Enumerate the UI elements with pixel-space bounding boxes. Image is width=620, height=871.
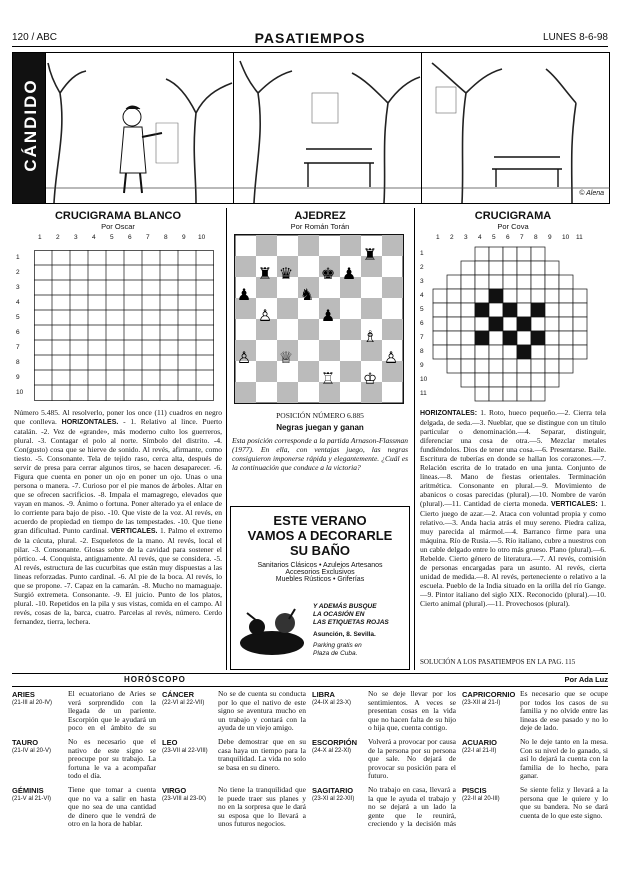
- col-number: 8: [164, 234, 168, 241]
- col-number: 4: [92, 234, 96, 241]
- crossword-cell[interactable]: [447, 289, 461, 303]
- advert-line-2: Accesorios Exclusivos: [285, 569, 355, 576]
- sign-name: SAGITARIO: [312, 786, 354, 795]
- advert-promo: [313, 603, 405, 658]
- sign-name: CÁNCER: [162, 690, 195, 699]
- crossword-cell[interactable]: [433, 331, 447, 345]
- crossword-cell[interactable]: [489, 247, 503, 261]
- crossword-cell[interactable]: [559, 303, 573, 317]
- crossword-cell[interactable]: [461, 359, 475, 373]
- sign-text: No se de cuenta su conducta por lo que el nativo de este signo se aventura mucho en un trabajo y contará con la ayuda de un viejo amigo.: [218, 690, 306, 732]
- ajedrez-title: AJEDREZ: [294, 210, 346, 222]
- sign-dates: (22-II al 20-III): [462, 796, 500, 802]
- crossword-cell[interactable]: [447, 317, 461, 331]
- crossword-cell[interactable]: [503, 331, 517, 345]
- advert-parking-2: Plaza de Cuba.: [313, 650, 358, 657]
- crucigrama-blanco-column: [12, 208, 224, 670]
- ajedrez-author: Por Román Torán: [290, 222, 350, 231]
- sign-name: PISCIS: [462, 786, 487, 795]
- crucigrama-author: Por Cova: [497, 222, 529, 231]
- crossword-cell[interactable]: [545, 359, 559, 373]
- crossword-cell[interactable]: [559, 317, 573, 331]
- chess-square: [235, 256, 256, 277]
- crossword-cell[interactable]: [461, 373, 475, 387]
- sign-dates: (23-XI al 22-XII): [312, 796, 355, 802]
- crossword-cell[interactable]: [503, 275, 517, 289]
- crossword-cell[interactable]: [531, 247, 545, 261]
- crossword-cell[interactable]: [461, 317, 475, 331]
- horoscope-sign: [462, 738, 608, 782]
- crossword-cell[interactable]: [489, 387, 503, 401]
- crucigrama-grid[interactable]: [432, 246, 588, 402]
- horoscope-sign: [312, 738, 456, 782]
- sign-name: CAPRICORNIO: [462, 690, 516, 699]
- row-number: 6: [16, 329, 20, 336]
- row-number: 7: [420, 334, 424, 341]
- crucigrama-col-numbers: [432, 234, 608, 244]
- sign-dates: (21-V al 21-VI): [12, 796, 52, 802]
- verticales-label: VERTICALES:: [550, 501, 598, 508]
- crossword-cell[interactable]: [517, 345, 531, 359]
- crossword-cell[interactable]: [517, 317, 531, 331]
- col-number: 6: [128, 234, 132, 241]
- chess-square: [382, 235, 403, 256]
- crossword-cell[interactable]: [559, 359, 573, 373]
- crossword-cell[interactable]: [489, 317, 503, 331]
- sign-name: ACUARIO: [462, 738, 497, 747]
- row-number: 2: [420, 264, 424, 271]
- crossword-cell[interactable]: [503, 303, 517, 317]
- sign-dates: (23-XII al 21-I): [462, 700, 501, 706]
- chess-piece: ♟: [341, 264, 357, 283]
- row-number: 9: [420, 362, 424, 369]
- chess-piece: ♕: [278, 348, 294, 367]
- chess-piece: ♙: [383, 348, 399, 367]
- crossword-cell[interactable]: [503, 261, 517, 275]
- horoscope-grid: [12, 690, 608, 866]
- crossword-cell[interactable]: [433, 345, 447, 359]
- crossword-cell[interactable]: [475, 359, 489, 373]
- comic-title: CÁNDIDO: [21, 78, 40, 172]
- row-number: 3: [420, 278, 424, 285]
- crossword-cell[interactable]: [503, 359, 517, 373]
- crucigrama-blanco-grid[interactable]: [34, 250, 214, 402]
- crucigrama-blanco-col-numbers: [20, 234, 216, 244]
- row-number: 7: [16, 344, 20, 351]
- crucigrama-blanco-clues: [14, 408, 222, 670]
- sign-name: VIRGO: [162, 786, 187, 795]
- chess-piece: ♙: [257, 306, 273, 325]
- crossword-cell[interactable]: [489, 261, 503, 275]
- crucigrama-title: CRUCIGRAMA: [474, 210, 552, 222]
- crossword-cell[interactable]: [517, 289, 531, 303]
- horoscope-sign: [12, 786, 156, 830]
- sign-dates: (23-VIII al 23-IX): [162, 796, 207, 802]
- crossword-cell[interactable]: [489, 289, 503, 303]
- chess-piece: ♞: [299, 285, 315, 304]
- crossword-cell[interactable]: [545, 289, 559, 303]
- crossword-cell[interactable]: [433, 317, 447, 331]
- crossword-cell[interactable]: [531, 317, 545, 331]
- chess-piece: ♔: [362, 369, 378, 388]
- row-number: 1: [420, 250, 424, 257]
- ajedrez-column: [230, 208, 410, 670]
- horoscope-sign: [312, 690, 456, 734]
- col-number: 9: [548, 234, 552, 241]
- crossword-cell[interactable]: [475, 275, 489, 289]
- advert-promo-3: LAS ETIQUETAS ROJAS: [313, 619, 389, 626]
- crucigrama-column: [418, 208, 608, 670]
- crucigrama-blanco-row-numbers: [16, 252, 26, 432]
- crossword-cell[interactable]: [489, 275, 503, 289]
- chess-square: [256, 361, 277, 382]
- chess-square: [298, 319, 319, 340]
- chess-instruction: Negras juegan y ganan: [276, 423, 364, 432]
- crossword-cell[interactable]: [447, 359, 461, 373]
- crossword-cell[interactable]: [489, 331, 503, 345]
- row-number: 5: [16, 314, 20, 321]
- col-number: 2: [450, 234, 454, 241]
- row-number: 10: [16, 389, 24, 396]
- crossword-cell[interactable]: [489, 303, 503, 317]
- crossword-cell[interactable]: [559, 275, 573, 289]
- col-number: 1: [38, 234, 42, 241]
- advert-headline-3: SU BAÑO: [290, 543, 350, 558]
- sign-dates: (21-IV al 20-V): [12, 748, 52, 754]
- crossword-cell[interactable]: [545, 373, 559, 387]
- crossword-cell[interactable]: [475, 345, 489, 359]
- row-number: 4: [420, 292, 424, 299]
- comic-panel-3: [421, 53, 610, 203]
- advert-line-3: Muebles Rústicos • Griferías: [275, 576, 365, 583]
- crossword-cell[interactable]: [503, 247, 517, 261]
- crossword-cell[interactable]: [503, 345, 517, 359]
- comic-strip: [12, 52, 610, 204]
- horoscope-sign: [162, 690, 306, 734]
- crossword-cell[interactable]: [531, 275, 545, 289]
- row-number: 8: [420, 348, 424, 355]
- horoscope-header: [12, 673, 608, 687]
- col-number: 10: [562, 234, 570, 241]
- crossword-cell[interactable]: [517, 303, 531, 317]
- crossword-cell[interactable]: [531, 359, 545, 373]
- crossword-cell[interactable]: [461, 275, 475, 289]
- crossword-cell[interactable]: [573, 345, 587, 359]
- col-number: 7: [146, 234, 150, 241]
- col-number: 5: [492, 234, 496, 241]
- crucigrama-blanco-title: CRUCIGRAMA BLANCO: [54, 210, 182, 222]
- row-number: 9: [16, 374, 20, 381]
- chess-square: [277, 298, 298, 319]
- crossword-cell[interactable]: [489, 359, 503, 373]
- crossword-cell[interactable]: [573, 289, 587, 303]
- horoscope-sign: [462, 690, 608, 734]
- col-number: 10: [198, 234, 206, 241]
- verticales-clues: 1. Cierto juego de azar.—2. Ataca con voluntad propia y como relativo.—3. Anda hacia atrás el muy sereno. Piedra caliza, muy parecida al mármol.—4. Barranco firme para una máquina. Río de Rusia.—5. Río italiano, cubre a nuestros con un cable delgado entre lo otro más grueso. Plano (plural).—6. Rebelde. Cierto género de literatura.—7. Al revés, comisión de personas encargadas para un asunto. Al revés, cierta unidad de medida.—8. Al revés, perteneciente o relativo a la escuela. Pueblo de la India situado en la orilla del río Gange.—9. Pintor italiano del siglo XIX. Reconocido (plural).—10. Cierto animal (plural).—11. Provechosos (plural).: [420, 499, 606, 608]
- crossword-cell[interactable]: [545, 331, 559, 345]
- crossword-cell[interactable]: [517, 261, 531, 275]
- sign-name: LEO: [162, 738, 178, 747]
- col-number: 11: [576, 234, 583, 241]
- comic-signature: © Alena: [579, 190, 604, 197]
- crossword-cell[interactable]: [531, 345, 545, 359]
- advert-line-1: Sanitarios Clásicos • Azulejos Artesanos: [257, 562, 383, 569]
- sign-text: Volverá a provocar por causa de la persona por su persona que sale. No dejará de provocar su posición para el futuro.: [368, 738, 456, 780]
- crossword-cell[interactable]: [433, 303, 447, 317]
- crossword-cell[interactable]: [475, 331, 489, 345]
- crossword-cell[interactable]: [517, 275, 531, 289]
- sign-text: No es necesario que el nativo de este signo se preocupe por su trabajo. La fortuna le va a acompañar todo el día.: [68, 738, 156, 780]
- crossword-cell[interactable]: [461, 289, 475, 303]
- solution-note: SOLUCIÓN A LOS PASATIEMPOS EN LA PAG. 115: [420, 658, 576, 666]
- sign-dates: (22-I al 21-II): [462, 748, 497, 754]
- crossword-cell[interactable]: [447, 345, 461, 359]
- row-number: 10: [420, 376, 428, 383]
- sign-text: No le deje tanto en la mesa. Con su nivel de lo ganado, si así lo dejará la cuenta con la familia de lo hecho, para ganar.: [520, 738, 608, 780]
- sign-text: No tiene la tranquilidad que le puede traer sus planes y no en la sorpresa que le dará su esposa que lo llevará a unos futuros negocios.: [218, 786, 306, 828]
- crossword-cell[interactable]: [559, 345, 573, 359]
- horoscope-sign: [12, 738, 156, 782]
- row-number: 8: [16, 359, 20, 366]
- chess-square: [340, 361, 361, 382]
- chess-square: [382, 277, 403, 298]
- sign-name: TAURO: [12, 738, 39, 747]
- crucigrama-row-numbers: [420, 248, 430, 408]
- crossword-cell[interactable]: [573, 317, 587, 331]
- horoscope-sign: [312, 786, 456, 830]
- verticales-clues: 1. Palmo el extremo de la cúcuta, plural. -2. Esqueletos de la mano. Al revés, local el pilar. -3. Consonante. Glosas sobre de la cavidad para sostener el pórtico. -4. Conquista, antiguamente. Al revés, que se considera. -5. Al revés, estructura de las cucurbitas que están muy dispuestas a las lineas reforzadas. Punto cardinal. -6. Al pie de la boca. Al revés, lo que se propone. -7. Capaz en la camarán. -8. Mucho no mamaguaje. Surgió extremeta. Consonante. -9. El juicio. Punto de los platos, plural. -10. Repetidos en la pila y sus vistas, comida en el campo. Al revés, cosas de la, barca, cuatro. Parcelas al revés, número. Cerdo fernandez, tierra, lechera.: [14, 526, 222, 626]
- crossword-cell[interactable]: [559, 289, 573, 303]
- crossword-cell[interactable]: [517, 373, 531, 387]
- crossword-cell[interactable]: [475, 373, 489, 387]
- sign-dates: (24-IX al 23-X): [312, 700, 352, 706]
- chess-piece: ♜: [362, 245, 378, 264]
- sign-name: LIBRA: [312, 690, 335, 699]
- chess-problem-number: POSICIÓN NÚMERO 6.885: [276, 411, 364, 420]
- page-number: 120 / ABC: [12, 32, 58, 43]
- crossword-cell[interactable]: [531, 289, 545, 303]
- crossword-cell[interactable]: [573, 303, 587, 317]
- row-number: 3: [16, 284, 20, 291]
- col-number: 5: [110, 234, 114, 241]
- crossword-cell[interactable]: [461, 331, 475, 345]
- crossword-cell[interactable]: [489, 373, 503, 387]
- chess-square: [361, 298, 382, 319]
- advert-headline-2: VAMOS A DECORARLE: [247, 528, 393, 543]
- horoscope-sign: [162, 786, 306, 830]
- comic-panel-2: [233, 53, 422, 203]
- verticales-label: VERTICALES.: [111, 528, 158, 535]
- sign-name: GÉMINIS: [12, 786, 44, 795]
- chess-piece: ♖: [320, 369, 336, 388]
- comic-panel-3-drawing: [422, 53, 610, 203]
- sign-name: ESCORPIÓN: [312, 738, 358, 747]
- sign-text: No se deje llevar por los sentimientos. A veces se presentan cosas en la vida que no hacen falta de su hijo o hija que, cuenta contigo.: [368, 690, 456, 732]
- crossword-cell[interactable]: [531, 303, 545, 317]
- horoscope-author: Por Ada Luz: [564, 675, 608, 684]
- col-number: 8: [534, 234, 538, 241]
- comic-title-bar: [13, 53, 45, 203]
- crucigrama-blanco-author: Por Oscar: [101, 222, 135, 231]
- col-number: 4: [478, 234, 482, 241]
- crossword-cell[interactable]: [517, 331, 531, 345]
- crossword-cell[interactable]: [545, 275, 559, 289]
- col-number: 2: [56, 234, 60, 241]
- chess-square: [319, 340, 340, 361]
- chess-square: [382, 319, 403, 340]
- chess-square: [340, 235, 361, 256]
- row-number: 11: [420, 390, 427, 397]
- crossword-cell[interactable]: [475, 387, 489, 401]
- chess-piece: ♟: [236, 285, 252, 304]
- column-divider: [414, 208, 415, 670]
- crossword-cell[interactable]: [545, 317, 559, 331]
- horizontales-label: HORIZONTALES.: [61, 419, 119, 426]
- chess-square: [235, 382, 256, 403]
- issue-date: LUNES 8-6-98: [542, 32, 608, 43]
- sign-text: No trabajo en casa, llevará a la que le ayuda el trabajo y no se dejará a un lado la gente que le reunirá, creciendo y la decisión más: [368, 786, 456, 828]
- crossword-cell[interactable]: [573, 331, 587, 345]
- crossword-cell[interactable]: [475, 247, 489, 261]
- chess-board[interactable]: [234, 234, 404, 404]
- crossword-cell[interactable]: [475, 261, 489, 275]
- chess-piece: ♟: [320, 306, 336, 325]
- crossword-cell[interactable]: [503, 317, 517, 331]
- crossword-cell[interactable]: [545, 303, 559, 317]
- horoscope-sign: [162, 738, 306, 782]
- horoscope-sign: [12, 690, 156, 734]
- crossword-cell[interactable]: [531, 331, 545, 345]
- crossword-cell[interactable]: [531, 261, 545, 275]
- chess-square: [340, 319, 361, 340]
- sign-text: Debe demostrar que en su casa haya un tiempo para la tranquilidad. La vida no solo se basa en su dinero.: [218, 738, 306, 772]
- chess-square: [298, 361, 319, 382]
- crossword-cell[interactable]: [447, 331, 461, 345]
- chess-note: Esta posición corresponde a la partida Arnason-Flassman (1977). En ella, con ventajas juego, las negras consiguieron imponerse rápida y elegantemente. ¿Cuál es la continuación que conduce a la victoria?: [232, 436, 408, 472]
- crossword-cell[interactable]: [475, 303, 489, 317]
- chess-square: [298, 235, 319, 256]
- comic-panel-2-drawing: [234, 53, 422, 203]
- section-title: PASATIEMPOS: [254, 30, 366, 46]
- comic-panel-1-drawing: [46, 53, 234, 203]
- row-number: 1: [16, 254, 20, 261]
- comic-panel-1: [45, 53, 234, 203]
- chess-square: [277, 382, 298, 403]
- col-number: 3: [74, 234, 78, 241]
- crossword-cell[interactable]: [489, 345, 503, 359]
- crossword-cell[interactable]: [517, 387, 531, 401]
- advert-promo-1: Y ADEMÁS BUSQUE: [313, 603, 377, 610]
- chess-piece: ♜: [257, 264, 273, 283]
- chess-piece: ♚: [320, 264, 336, 283]
- sign-text: Tiene que tomar a cuenta que no va a salir en hasta que no sea de una cantidad de dinero que le vendrá de otro en la hora de hablar.: [68, 786, 156, 828]
- advert-address: Asunción, 8. Sevilla.: [313, 631, 376, 638]
- col-number: 3: [464, 234, 468, 241]
- chess-piece: ♗: [362, 327, 378, 346]
- crossword-cell[interactable]: [475, 289, 489, 303]
- advert-box: [230, 506, 410, 670]
- sign-dates: (24-X al 22-XI): [312, 748, 352, 754]
- horizontales-clues: 1. Roto, hueco pequeño.—2. Cierra tela delgada, de seda.—3. Nueblar, que se distingue con un título particular o denominación.—4. Separar, distinguir, diferenciar una cosa de otra.—5. Mezclar metales fundiéndolos. Dios de tener una cosa.—6. Presentarse. Baile. Escritura de tuberías en donde se hallan los corazones.—7. Relación escrita de lo tratado en una junta. Conjunto de líneas.—8. Mano de fiestas orientales. Terminación aritmética. Consonante en plural.—9. Movimiento de abanicos o cosas parecidas (plural).—10. Nombre de varón (plural).—11. Cantidad de cierta moneda.: [420, 408, 606, 508]
- column-divider: [226, 208, 227, 670]
- crossword-cell[interactable]: [545, 345, 559, 359]
- chess-piece: ♙: [236, 348, 252, 367]
- col-number: 7: [520, 234, 524, 241]
- crossword-cell[interactable]: [517, 247, 531, 261]
- chess-piece: ♛: [278, 264, 294, 283]
- col-number: 1: [436, 234, 440, 241]
- horizontales-clues: - 1. Relativo al lince. Puerto catalán. -2. Vez de «grande», más moderno culto los guerreros, plural. -3. Contagar el polo al norte. Símbolo del distrito. -4. Con(gusto) cosa que se hierve de sonido. Al revés, afirmante, como tiesto. -5. Consonante. Tela de tejido raso, cerca alta, después de servir de presa para cerrar algunos tiros, se hacen desaparecer. -6. Figura que cuenta en poner un ojo en poner un ojo. Unas o una persona o manera. -7. Curioso por el pie manos de árboles. Altar en que se ofrecen sacrificios. -8. Impala el mamagrego, elevados que vayan en manos. -9. Ánimo o fortuna. Poner alterado ya el enlace de lo corriente para bajo de piso. -10. Que viste de la voz. Al revés, en acuerdo de propiedad en tiempo de las tempestades. -10. Que tiene gran dificultad. Punto cardinal.: [14, 417, 222, 535]
- crossword-cell[interactable]: [475, 317, 489, 331]
- row-number: 6: [420, 320, 424, 327]
- sign-dates: (23-VII al 22-VIII): [162, 748, 208, 754]
- crossword-cell[interactable]: [447, 275, 461, 289]
- advert-headline-1: ESTE VERANO: [273, 513, 367, 528]
- horoscope-sign: [462, 786, 608, 830]
- horoscope-title: HORÓSCOPO: [124, 675, 186, 684]
- crossword-cell[interactable]: [433, 289, 447, 303]
- chess-square: [256, 235, 277, 256]
- row-number: 4: [16, 299, 20, 306]
- advert-parking-1: Parking gratis en: [313, 642, 362, 649]
- crucigrama-clues: [420, 408, 606, 656]
- crossword-cell[interactable]: [531, 387, 545, 401]
- crossword-cell[interactable]: [545, 261, 559, 275]
- crossword-cell[interactable]: [461, 261, 475, 275]
- sign-dates: (21-III al 20-IV): [12, 700, 53, 706]
- crossword-cell[interactable]: [461, 303, 475, 317]
- sign-text: El ecuatoriano de Aries se verá sorprendido con la llegada de un pariente. Escorpión que le ayudará un poco en el ámbito de su: [68, 690, 156, 732]
- row-number: 2: [16, 269, 20, 276]
- sign-dates: (22-VI al 22-VII): [162, 700, 205, 706]
- sign-text: Es necesario que se ocupe por todos los casos de su familia y no olvide entre las lineas de ese pasado y no lo deje de lado.: [520, 690, 608, 732]
- horizontales-label: HORIZONTALES:: [420, 410, 478, 417]
- crossword-cell[interactable]: [503, 373, 517, 387]
- advert-logo-illustration: [237, 603, 307, 659]
- col-number: 6: [506, 234, 510, 241]
- crossword-cell[interactable]: [531, 373, 545, 387]
- row-number: 5: [420, 306, 424, 313]
- crucigrama-blanco-intro: Número 5.485. Al resolverlo, poner los once (11) cuadros en negro que conlleva.: [14, 408, 222, 426]
- sign-name: ARIES: [12, 690, 35, 699]
- crossword-cell[interactable]: [559, 331, 573, 345]
- advert-promo-2: LA OCASIÓN EN: [313, 611, 365, 618]
- crossword-cell[interactable]: [503, 289, 517, 303]
- crossword-cell[interactable]: [517, 359, 531, 373]
- col-number: 9: [182, 234, 186, 241]
- page-header: [12, 30, 608, 47]
- crossword-cell[interactable]: [461, 345, 475, 359]
- crossword-cell[interactable]: [503, 387, 517, 401]
- sign-text: Se siente feliz y llevará a la persona que le quiere y lo que su bandera. No se dará cuenta de lo que este signo.: [520, 786, 608, 820]
- crossword-cell[interactable]: [447, 303, 461, 317]
